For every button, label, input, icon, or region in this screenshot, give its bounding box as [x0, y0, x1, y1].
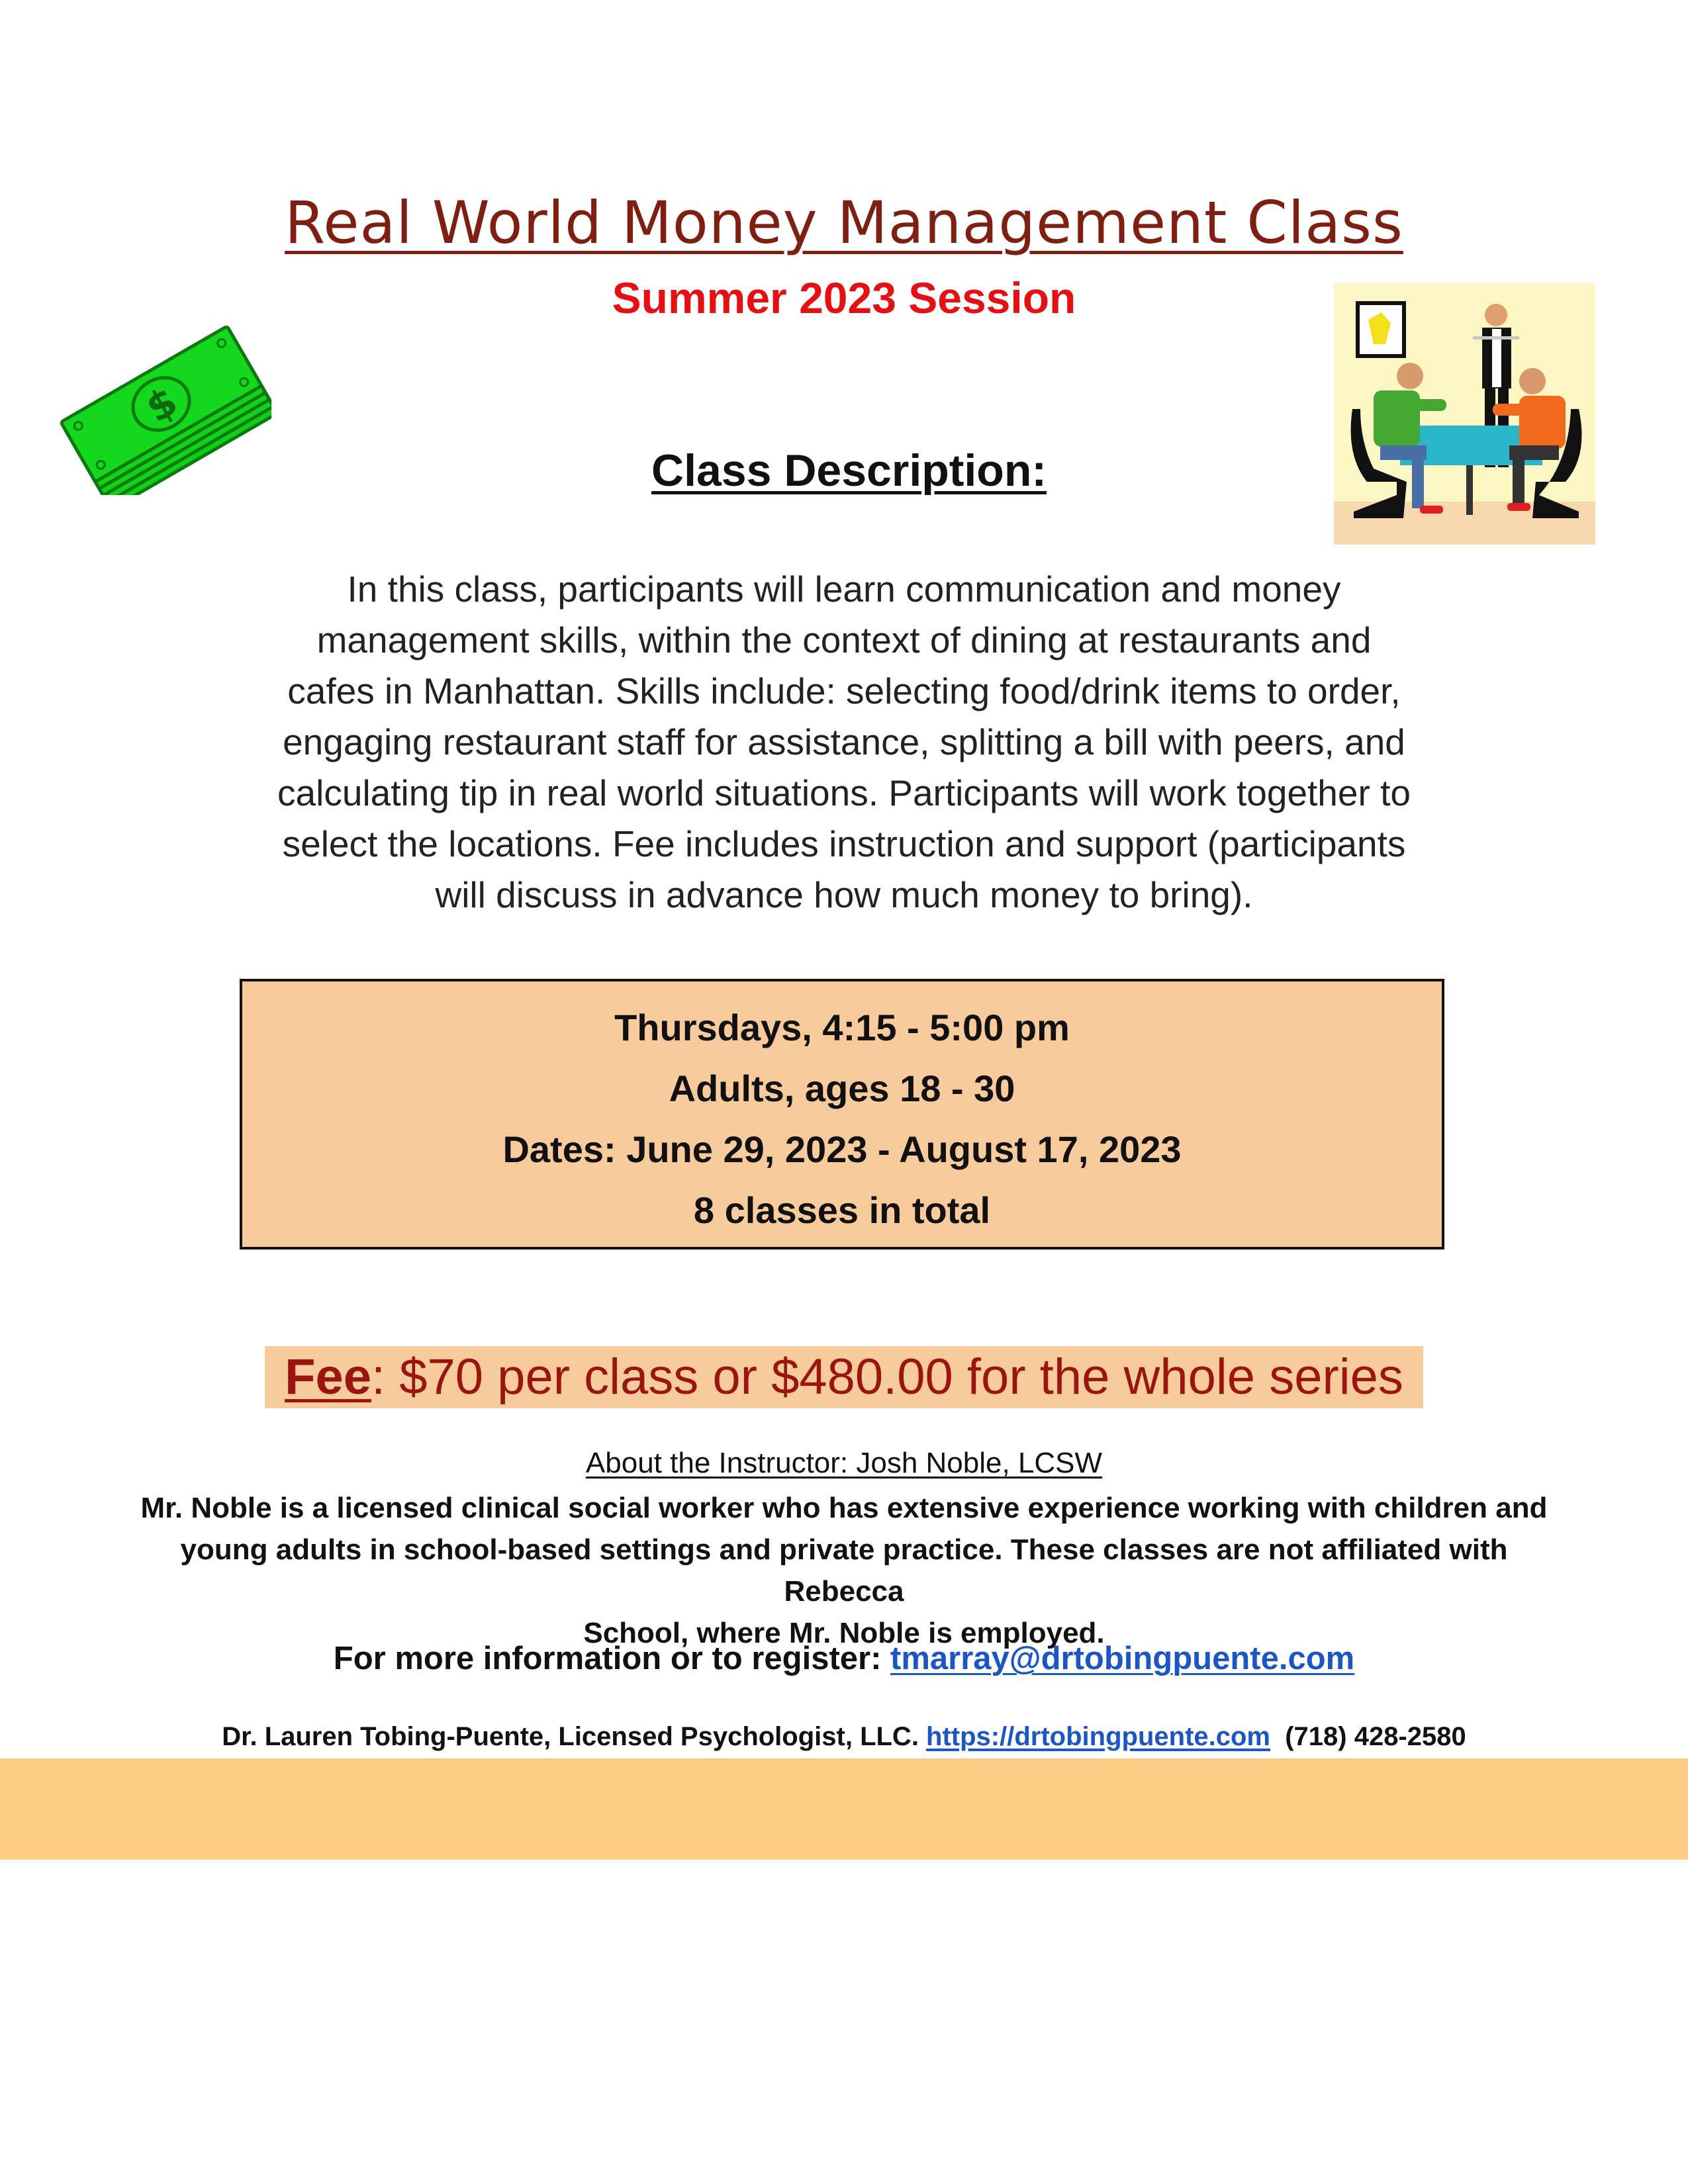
- svg-text:$: $: [138, 378, 186, 432]
- schedule-box: [240, 979, 1444, 1250]
- register-text: For more information or to register:: [333, 1641, 891, 1676]
- footer-band: [0, 1758, 1688, 1860]
- instructor-bio-line: School, where Mr. Noble is employed.: [583, 1617, 1105, 1649]
- restaurant-dining-illustration: [1334, 283, 1595, 545]
- fee-line: [265, 1346, 1423, 1408]
- website-link[interactable]: https://drtobingpuente.com: [926, 1722, 1270, 1751]
- footer-phone: (718) 428-2580: [1285, 1722, 1466, 1751]
- fee-label: Fee: [285, 1349, 372, 1405]
- description-line: will discuss in advance how much money to bring).: [435, 874, 1253, 915]
- instructor-bio: [126, 1487, 1562, 1654]
- schedule-count: 8 classes in total: [693, 1189, 991, 1231]
- session-subtitle: Summer 2023 Session: [612, 273, 1076, 322]
- description-line: In this class, participants will learn communication and money: [347, 569, 1341, 610]
- schedule-dates: Dates: June 29, 2023 - August 17, 2023: [502, 1128, 1182, 1170]
- fee-text: : $70 per class or $480.00 for the whole series: [371, 1349, 1403, 1405]
- register-info: [0, 1640, 1688, 1677]
- instructor-bio-line: young adults in school-based settings and private practice. These classes are not affiliated with Rebecca: [180, 1533, 1508, 1608]
- instructor-heading: About the Instructor: Josh Noble, LCSW: [585, 1447, 1103, 1479]
- footer-org: Dr. Lauren Tobing-Puente, Licensed Psychologist, LLC.: [222, 1722, 927, 1751]
- description-line: calculating tip in real world situations. Participants will work together to: [277, 772, 1411, 813]
- schedule-time: Thursdays, 4:15 - 5:00 pm: [614, 1007, 1070, 1048]
- class-description-heading: Class Description:: [651, 445, 1047, 496]
- page-title: Real World Money Management Class: [285, 189, 1403, 257]
- email-link[interactable]: tmarray@drtobingpuente.com: [890, 1641, 1355, 1676]
- instructor-bio-line: Mr. Noble is a licensed clinical social worker who has extensive experience working with children and: [140, 1492, 1548, 1524]
- footer-info: [0, 1722, 1688, 1752]
- schedule-ages: Adults, ages 18 - 30: [669, 1068, 1015, 1109]
- description-line: cafes in Manhattan. Skills include: selecting food/drink items to order,: [287, 670, 1401, 711]
- class-description-text: [225, 564, 1463, 921]
- description-line: management skills, within the context of dining at restaurants and: [316, 619, 1372, 660]
- description-line: engaging restaurant staff for assistance, splitting a bill with peers, and: [283, 721, 1405, 762]
- description-line: select the locations. Fee includes instruction and support (participants: [282, 823, 1406, 864]
